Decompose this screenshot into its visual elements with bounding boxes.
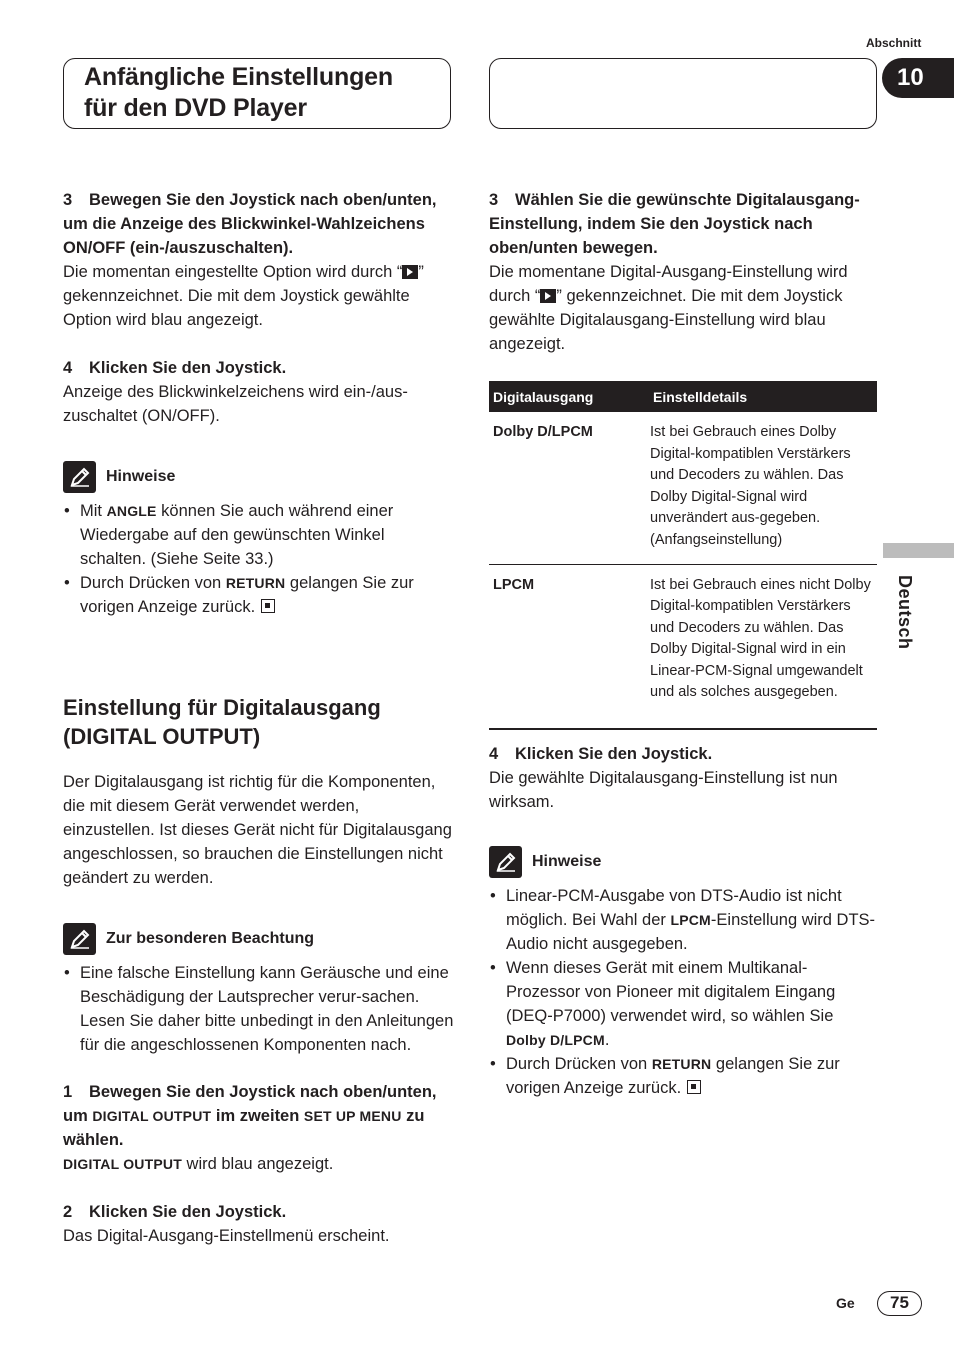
digital-output-key-label: DIGITAL OUTPUT (92, 1108, 212, 1124)
step-4-heading (489, 742, 877, 766)
step-4-body: Anzeige des Blickwinkelzeichens wird ein-/aus-zuschaltet (ON/OFF). (63, 383, 408, 425)
table-row (489, 564, 877, 729)
end-mark-icon (687, 1080, 701, 1094)
step-3-body (63, 260, 455, 332)
page-number: 75 (877, 1291, 922, 1316)
chapter-title-line2: für den DVD Player (84, 94, 307, 122)
empty-title-box (489, 58, 877, 129)
step-4-body: Die gewählte Digitalausgang-Einstellung ist nun wirksam. (489, 769, 838, 811)
list-item: • Wenn dieses Gerät mit einem Multikanal-Prozessor von Pioneer mit digitalem Eingang (DEQ-P7000) verwendet wird, so wählen Sie Dolby D/LPCM. (489, 956, 877, 1052)
caution-title: Zur besonderen Beachtung (106, 930, 315, 947)
list-item: • Mit ANGLE können Sie auch während einer Wiedergabe auf den gewünschten Winkel schalten. (Siehe Seite 33.) (63, 499, 455, 571)
step-text: Bewegen Sie den Joystick nach oben/unten, um (63, 1083, 437, 1125)
pencil-note-icon (63, 461, 96, 493)
footer-language-code: Ge (836, 1295, 855, 1311)
angle-key-label: ANGLE (106, 503, 157, 519)
caution-header (63, 923, 455, 955)
table-cell-key: LPCM (489, 564, 649, 729)
step-text: Klicken Sie den Joystick. (89, 1203, 287, 1221)
step-3-heading (489, 188, 877, 260)
notes-block (63, 461, 455, 619)
step-text: Klicken Sie den Joystick. (515, 745, 713, 763)
chapter-title-line1: Anfängliche Einstellungen (84, 63, 393, 91)
notes-header (63, 461, 455, 493)
step-text: Bewegen Sie den Joystick nach oben/unten, um die Anzeige des Blickwinkel-Wahlzeichens ON/OFF (ein-/auszuschalten). (63, 191, 437, 257)
step-number: 3 (489, 191, 499, 209)
step-text: Klicken Sie den Joystick. (89, 359, 287, 377)
notes-block (489, 846, 877, 1100)
language-tab-bar (883, 543, 954, 558)
pencil-note-icon (489, 846, 522, 878)
table-row (489, 412, 877, 564)
digital-output-key-label: DIGITAL OUTPUT (63, 1156, 182, 1172)
digital-output-table (489, 381, 877, 730)
notes-header (489, 846, 877, 878)
list-item: • Linear-PCM-Ausgabe von DTS-Audio ist nicht möglich. Bei Wahl der LPCM-Einstellung wird DTS-Audio nicht ausgegeben. (489, 884, 877, 956)
return-key-label: RETURN (651, 1056, 712, 1072)
section-number-tab: 10 (882, 58, 954, 98)
body-text: ” gekennzeichnet. Die mit dem Joystick gewählte Option wird blau angezeigt. (63, 263, 424, 329)
list-item: • Durch Drücken von RETURN gelangen Sie zur vorigen Anzeige zurück. (63, 571, 455, 619)
list-item: • Eine falsche Einstellung kann Geräusche und eine Beschädigung der Lautsprecher verur-sachen. Lesen Sie daher bitte unbedingt in den Anleitungen für die angeschlossenen Komponenten nach. (63, 961, 455, 1057)
table-header: Digitalausgang (489, 381, 649, 412)
end-mark-icon (261, 599, 275, 613)
section-intro: Der Digitalausgang ist richtig für die Komponenten, die mit diesem Gerät verwendet werden, einzustellen. Ist dieses Gerät nicht für Digitalausgang angeschlossen, so brauchen die Einstellungen nicht geändert zu werden. (63, 773, 452, 887)
notes-list (489, 884, 877, 1100)
step-4-heading (63, 356, 455, 380)
notes-list (63, 499, 455, 619)
table-cell-detail: Ist bei Gebrauch eines Dolby Digital-kompatiblen Verstärkers und Decoders zu wählen. Das Dolby Digital-Signal wird unverändert aus-gegeben. (Anfangseinstellung) (649, 412, 877, 564)
body-text: Die momentan eingestellte Option wird durch “ (63, 263, 403, 281)
setup-menu-key-label: SET UP MENU (303, 1108, 402, 1124)
list-item: • Durch Drücken von RETURN gelangen Sie zur vorigen Anzeige zurück. (489, 1052, 877, 1100)
step-text: Wählen Sie die gewünschte Digitalausgang-Einstellung, indem Sie den Joystick nach oben/unten bewegen. (489, 191, 860, 257)
pencil-note-icon (63, 923, 96, 955)
caution-block (63, 923, 455, 1057)
step-1-body: DIGITAL OUTPUT wird blau angezeigt. (63, 1155, 334, 1173)
table-header: Einstelldetails (649, 381, 877, 412)
step-number: 2 (63, 1203, 73, 1221)
step-2-body: Das Digital-Ausgang-Einstellmenü erscheint. (63, 1227, 390, 1245)
left-column (63, 188, 455, 1248)
notes-title: Hinweise (532, 853, 602, 870)
selection-marker-icon (402, 265, 418, 279)
dolby-lpcm-key-label: Dolby D/LPCM (506, 1032, 605, 1048)
right-column (489, 188, 877, 1100)
section-heading (63, 693, 455, 751)
caution-list (63, 961, 455, 1057)
section-heading-line2: (DIGITAL OUTPUT) (63, 724, 261, 749)
section-label: Abschnitt (866, 36, 922, 50)
table-cell-key: Dolby D/LPCM (489, 412, 649, 564)
step-1-heading: 1 Bewegen Sie den Joystick nach oben/unten, um DIGITAL OUTPUT im zweiten SET UP MENU zu wählen. (63, 1080, 455, 1152)
chapter-title-box (63, 58, 451, 129)
selection-marker-icon (540, 289, 556, 303)
language-label: Deutsch (895, 575, 915, 650)
notes-title: Hinweise (106, 468, 176, 485)
step-2-heading (63, 1200, 455, 1224)
step-number: 4 (63, 359, 73, 377)
return-key-label: RETURN (225, 575, 286, 591)
step-number: 3 (63, 191, 73, 209)
table-cell-detail: Ist bei Gebrauch eines nicht Dolby Digital-kompatiblen Verstärkers und Decoders zu wählen. Das Dolby Digital-Signal wird in ein Linear-PCM-Signal umgewandelt und als solches ausgegeben. (649, 564, 877, 729)
section-heading-line1: Einstellung für Digitalausgang (63, 695, 381, 720)
step-number: 1 (63, 1083, 73, 1101)
lpcm-key-label: LPCM (670, 912, 711, 928)
step-3-body: Die momentane Digital-Ausgang-Einstellung wird durch “ ” gekennzeichnet. Die mit dem Joystick gewählte Digitalausgang-Einstellung wird blau angezeigt. (489, 263, 848, 353)
step-3-heading (63, 188, 455, 260)
step-number: 4 (489, 745, 499, 763)
